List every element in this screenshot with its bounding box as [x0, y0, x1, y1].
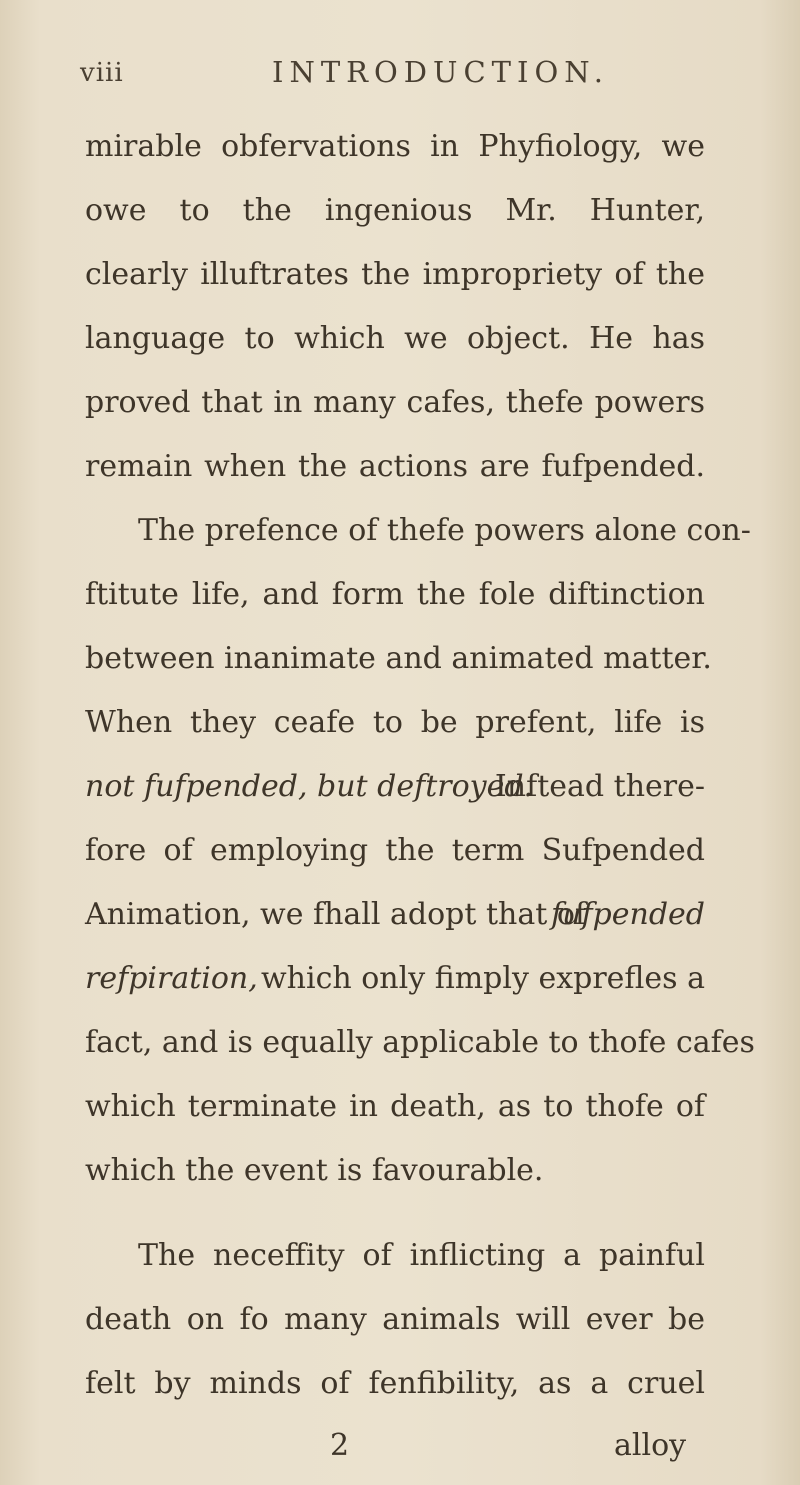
text-line: between inanimate and animated matter.: [85, 641, 712, 676]
catchword: alloy: [614, 1428, 687, 1463]
text-line: The prefence of thefe powers alone con-: [138, 513, 751, 548]
text-line: [85, 895, 705, 935]
text-line: which the event is favourable.: [85, 1153, 544, 1188]
italic-phrase: refpiration,: [85, 961, 258, 996]
page-header: [0, 50, 800, 90]
text-line: mirable obfervations in Phyfiology, we: [85, 129, 705, 164]
text-line: ftitute life, and form the fole diftinction: [85, 577, 705, 612]
text-line: The neceffity of inflicting a painful: [138, 1238, 705, 1273]
text-line: clearly illuftrates the impropriety of the: [85, 257, 705, 292]
page-number: viii: [80, 58, 124, 88]
signature-mark: 2: [330, 1428, 350, 1463]
text-fragment: Inftead there-: [494, 769, 705, 804]
italic-phrase: fufpended: [551, 897, 705, 932]
text-line: owe to the ingenious Mr. Hunter,: [85, 193, 705, 228]
text-line: When they ceafe to be prefent, life is: [85, 705, 705, 740]
text-line: proved that in many cafes, thefe powers: [85, 385, 705, 420]
text-line: remain when the actions are fufpended.: [85, 449, 705, 484]
text-line: felt by minds of fenfibility, as a cruel: [85, 1366, 705, 1401]
running-head: INTRODUCTION.: [272, 55, 609, 89]
italic-phrase: not fufpended, but deftroyed.: [85, 769, 534, 804]
text-fragment: Animation, we fhall adopt that of: [85, 897, 586, 932]
text-line: [85, 767, 705, 807]
text-line: which terminate in death, as to thofe of: [85, 1089, 705, 1124]
text-line: fore of employing the term Sufpended: [85, 833, 705, 868]
text-line: death on fo many animals will ever be: [85, 1302, 705, 1337]
text-line: fact, and is equally applicable to thofe cafes: [85, 1025, 755, 1060]
text-line: [85, 959, 705, 999]
text-line: language to which we object. He has: [85, 321, 705, 356]
text-fragment: which only fimply exprefles a: [260, 961, 705, 996]
